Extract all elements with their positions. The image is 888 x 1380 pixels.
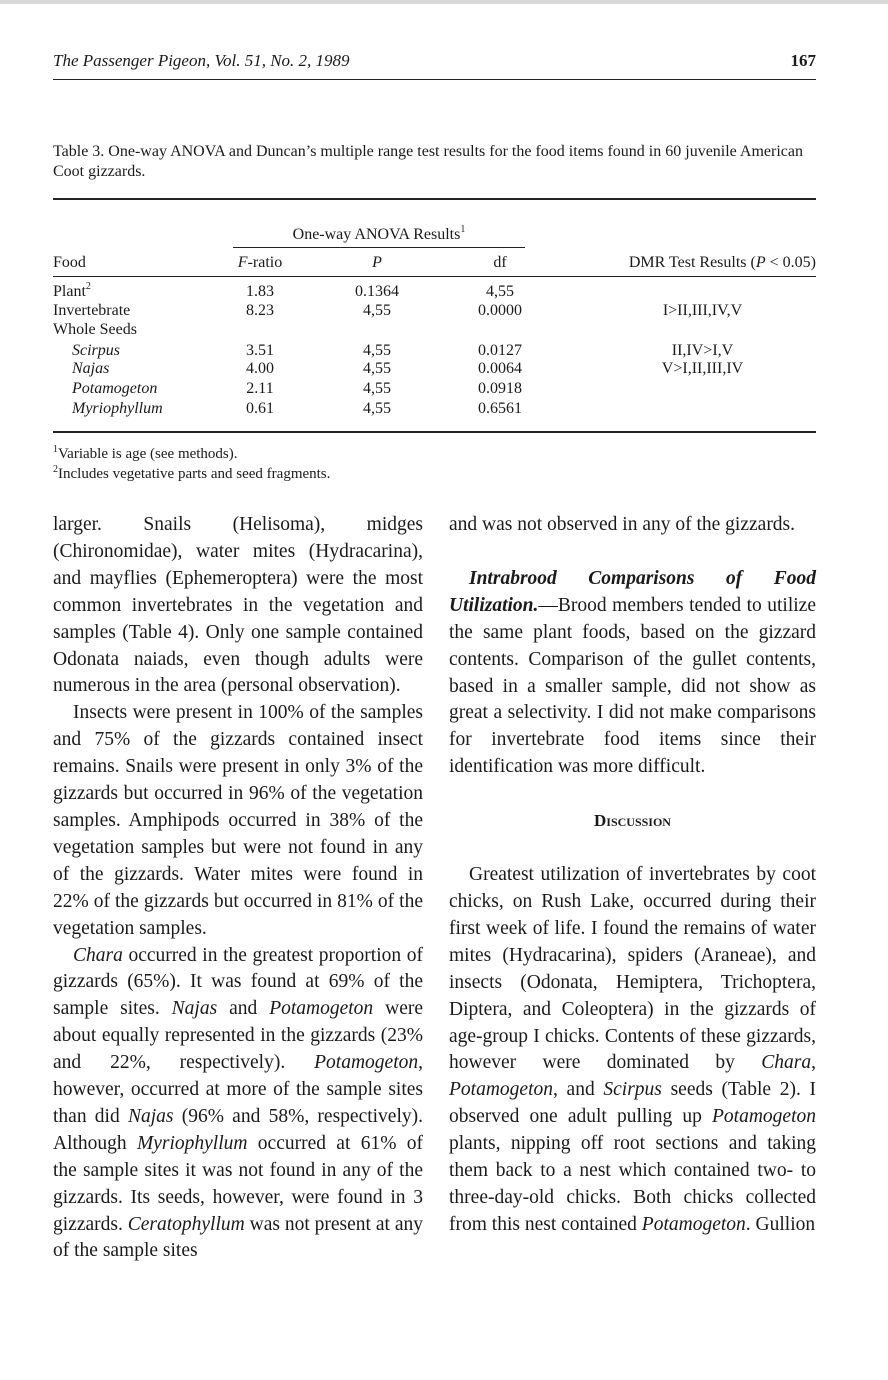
paragraph: and was not observed in any of the gizzards. [449,514,796,535]
row-food: Scirpus [72,342,120,359]
anova-group-header: One-way ANOVA Results$^1$ [292,224,466,243]
page-top-edge [0,0,888,4]
journal-title: The Passenger Pigeon, Vol. 51, No. 2, 1989 [53,51,350,70]
row-p: 4,55 [363,360,391,377]
row-f-ratio: 1.83 [246,283,274,300]
row-df: 0.0127 [478,342,522,359]
row-p: 4,55 [363,400,391,417]
row-f-ratio: 3.51 [246,342,274,359]
row-df: 0.0918 [478,380,522,397]
table-bottom-rule [53,431,816,433]
row-f-ratio: 0.61 [246,400,274,417]
row-p: 4,55 [363,342,391,359]
row-f-ratio: 2.11 [246,380,274,397]
row-p: 4,55 [363,302,391,319]
table-footnote-2: $^2$Includes vegetative parts and seed fragments. [53,464,331,482]
row-food: Myriophyllum [72,400,163,417]
row-f-ratio: 4.00 [246,360,274,377]
row-food: Najas [72,360,110,377]
anova-group-rule [233,247,525,248]
col-header-f-ratio: F-ratio [237,254,283,271]
table-top-rule [53,198,816,200]
row-food: Invertebrate [53,302,131,319]
page-number: 167 [790,51,816,70]
row-dmr: V>I,II,III,IV [661,360,744,377]
run-in-heading: Intrabrood Comparisons of Food Utilization. [449,567,816,616]
row-food: Potamogeton [72,380,158,397]
paragraph: larger. Snails (Helisoma), midges (Chironomidae), water mites (Hydracarina), and mayflies (Ephemeroptera) were the most common invertebrates in the vegetation and samples (Table 4). Only one sample contained Odonata naiads, even though adults were numerous in the area (personal observation). [53,514,423,697]
running-head [53,51,816,80]
row-df: 0.0064 [478,360,522,377]
row-df: 0.0000 [478,302,522,319]
row-food: Plant$^2$ [53,281,91,300]
section-heading: Discussion [594,811,671,831]
body-column-right [449,512,816,1239]
row-dmr: II,IV>I,V [671,342,734,359]
row-f-ratio: 8.23 [246,302,274,319]
paragraph: Intrabrood Comparisons of Food Utilization.—Brood members tended to utilize the same plant foods, based on the gizzard contents. Comparison of the gullet contents, based in a smaller sample, did not show as great a selectivity. I did not make comparisons for invertebrate food items since their identification was more difficult. [449,567,816,778]
col-header-df: df [493,254,507,271]
row-df: 4,55 [486,283,514,300]
row-food: Whole Seeds [53,321,137,338]
col-header-food: Food [53,254,86,271]
row-p: 0.1364 [355,283,399,300]
paragraph: Chara occurred in the greatest proportion of gizzards (65%). It was found at 69% of the sample sites. Najas and Potamogeton were about equally represented in the gizzards (23% and 22%, respectively). Potamogeton, however, occurred at more of the sample sites than did Najas (96% and 58%, respectively). Although Myriophyllum occurred at 61% of the sample sites it was not found in any of the gizzards. Its seeds, however, were found in 3 gizzards. Ceratophyllum was not present at any of the sample sites [53,944,424,1262]
row-dmr: I>II,III,IV,V [662,302,743,319]
paragraph: Insects were present in 100% of the samples and 75% of the gizzards contained insect remains. Snails were present in only 3% of the gizzards but occurred in 96% of the vegetation samples. Amphipods occurred in 38% of the vegetation samples but were not found in any of the gizzards. Water mites were found in 22% of the gizzards but occurred in 81% of the vegetation samples. [53,702,423,939]
body-column-left [53,512,423,1265]
col-header-p: P [372,254,382,271]
table-caption: Table 3. One-way ANOVA and Duncan’s multiple range test results for the food items found in 60 juvenile American Coot gizzards. [53,143,803,180]
paragraph: Greatest utilization of invertebrates by coot chicks, on Rush Lake, occurred during their first week of life. I found the remains of water mites (Hydracarina), spiders (Araneae), and insects (Odonata, Hemiptera, Trichoptera, Diptera, and Coleoptera) in the gizzards of age-group I chicks. Contents of these gizzards, however were dominated by Chara, Potamogeton, and Scirpus seeds (Table 2). I observed one adult pulling up Potamogeton plants, nipping off root sections and taking them back to a nest which contained two- to three-day-old chicks. Both chicks collected from this nest contained Potamogeton. Gullion [449,864,817,1235]
col-header-dmr: DMR Test Results (P < 0.05) [628,254,816,271]
table-footnote-1: $^1$Variable is age (see methods). [53,444,238,462]
row-df: 0.6561 [478,400,522,417]
row-p: 4,55 [363,380,391,397]
table-header-rule [53,276,816,277]
